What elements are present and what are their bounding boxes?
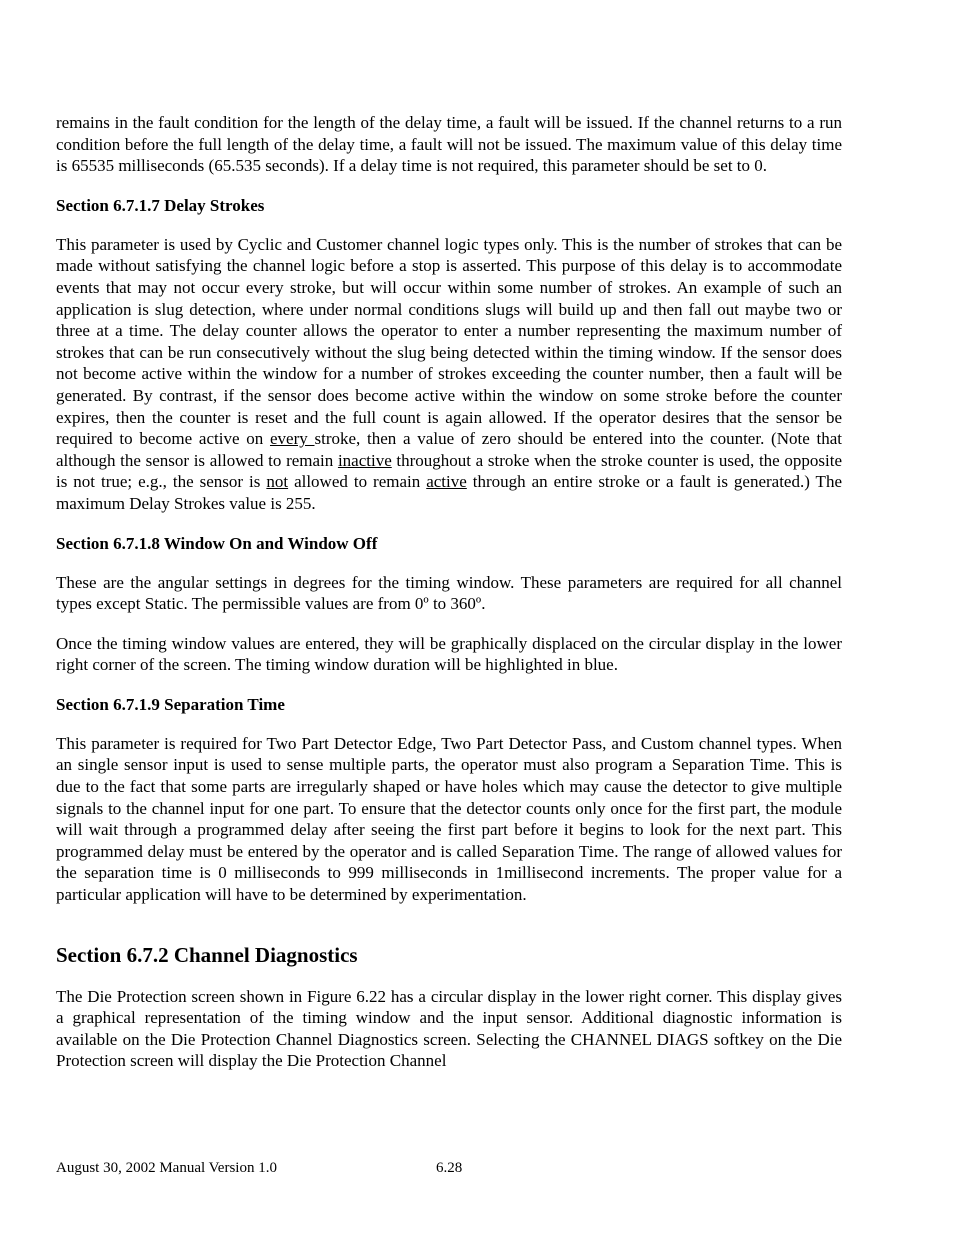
text-run: This parameter is used by Cyclic and Customer channel logic types only. This is the number of strokes that can be made without satisfying the channel logic before a stop is asserted. This purpose of this delay is to accommodate events that may not occur every stroke, but will occur within some number of strokes. An example of such an application is slug detection, where under normal conditions slugs will build up and then fall out maybe two or three at a time. The delay counter allows the operator to enter a number representing the maximum number of strokes that can be run consecutively without the slug being detected within the timing window. If the sensor does not become active within the window for a number of strokes exceeding the counter number, then a fault will be generated. By contrast, if the sensor does become active within the window on some stroke before the counter expires, then the counter is reset and the full count is again allowed. If the operator desires that the sensor be required to become active on [56,234,842,449]
footer-page-number: 6.28 [436,1160,463,1176]
section-heading-delay-strokes: Section 6.7.1.7 Delay Strokes [56,195,265,215]
section-heading-separation-time: Section 6.7.1.9 Separation Time [56,694,285,714]
window-paragraph-2: Once the timing window values are entered, they will be graphically displaced on the circular display in the lower right corner of the screen. The timing window duration will be highlighted in blue. [56,633,842,675]
separation-time-paragraph: This parameter is required for Two Part Detector Edge, Two Part Detector Pass, and Custom channel types. When an single sensor input is used to sense multiple parts, the operator must also program a Separation Time. This is due to the fact that some parts are irregularly shaped or have holes which may cause the detector to give multiple signals to the channel input for one part. To ensure that the detector counts only once for the first part, the module will wait through a programmed delay after seeing the first part before it begins to look for the next part. This programmed delay must be entered by the operator and is called Separation Time. The range of allowed values for the separation time is 0 milliseconds to 999 milliseconds in 1millisecond increments. The proper value for a particular application will have to be determined by experimentation. [56,733,842,905]
window-paragraph-1: These are the angular settings in degrees for the timing window. These parameters are required for all channel types except Static. The permissible values are from 0º to 360º. [56,572,842,614]
footer-date-version: August 30, 2002 Manual Version 1.0 [56,1160,277,1176]
text-run: allowed to remain [288,472,427,492]
underlined-active: active [426,472,467,492]
text-run: throughout a stroke when the stroke counter is used, the opposite is not true; e.g., the sensor is [56,450,842,492]
text-run: stroke, then a value of zero should be entered into the counter. (Note that although the sensor is allowed to remain [56,429,842,470]
text-run: through an entire stroke or a fault is generated.) The maximum Delay Strokes value is 255. [56,472,842,513]
section-heading-channel-diagnostics: Section 6.7.2 Channel Diagnostics [56,942,358,967]
intro-paragraph: remains in the fault condition for the length of the delay time, a fault will be issued. If the channel returns to a run condition before the full length of the delay time, a fault will not be issued. The maximum value of this delay time is 65535 milliseconds (65.535 seconds). If a delay time is not required, this parameter should be set to 0. [56,113,842,176]
section-heading-window-on-off: Section 6.7.1.8 Window On and Window Off [56,533,378,553]
document-body [56,112,842,1090]
delay-strokes-paragraph [56,234,842,515]
underlined-every: every [269,429,315,449]
underlined-inactive: inactive [337,450,392,470]
channel-diagnostics-paragraph: The Die Protection screen shown in Figure 6.22 has a circular display in the lower right corner. This display gives a graphical representation of the timing window and the input sensor. Additional diagnostic information is available on the Die Protection Channel Diagnostics screen. Selecting the CHANNEL DIAGS softkey on the Die Protection screen will display the Die Protection Channel [56,986,842,1071]
underlined-not: not [266,472,289,492]
